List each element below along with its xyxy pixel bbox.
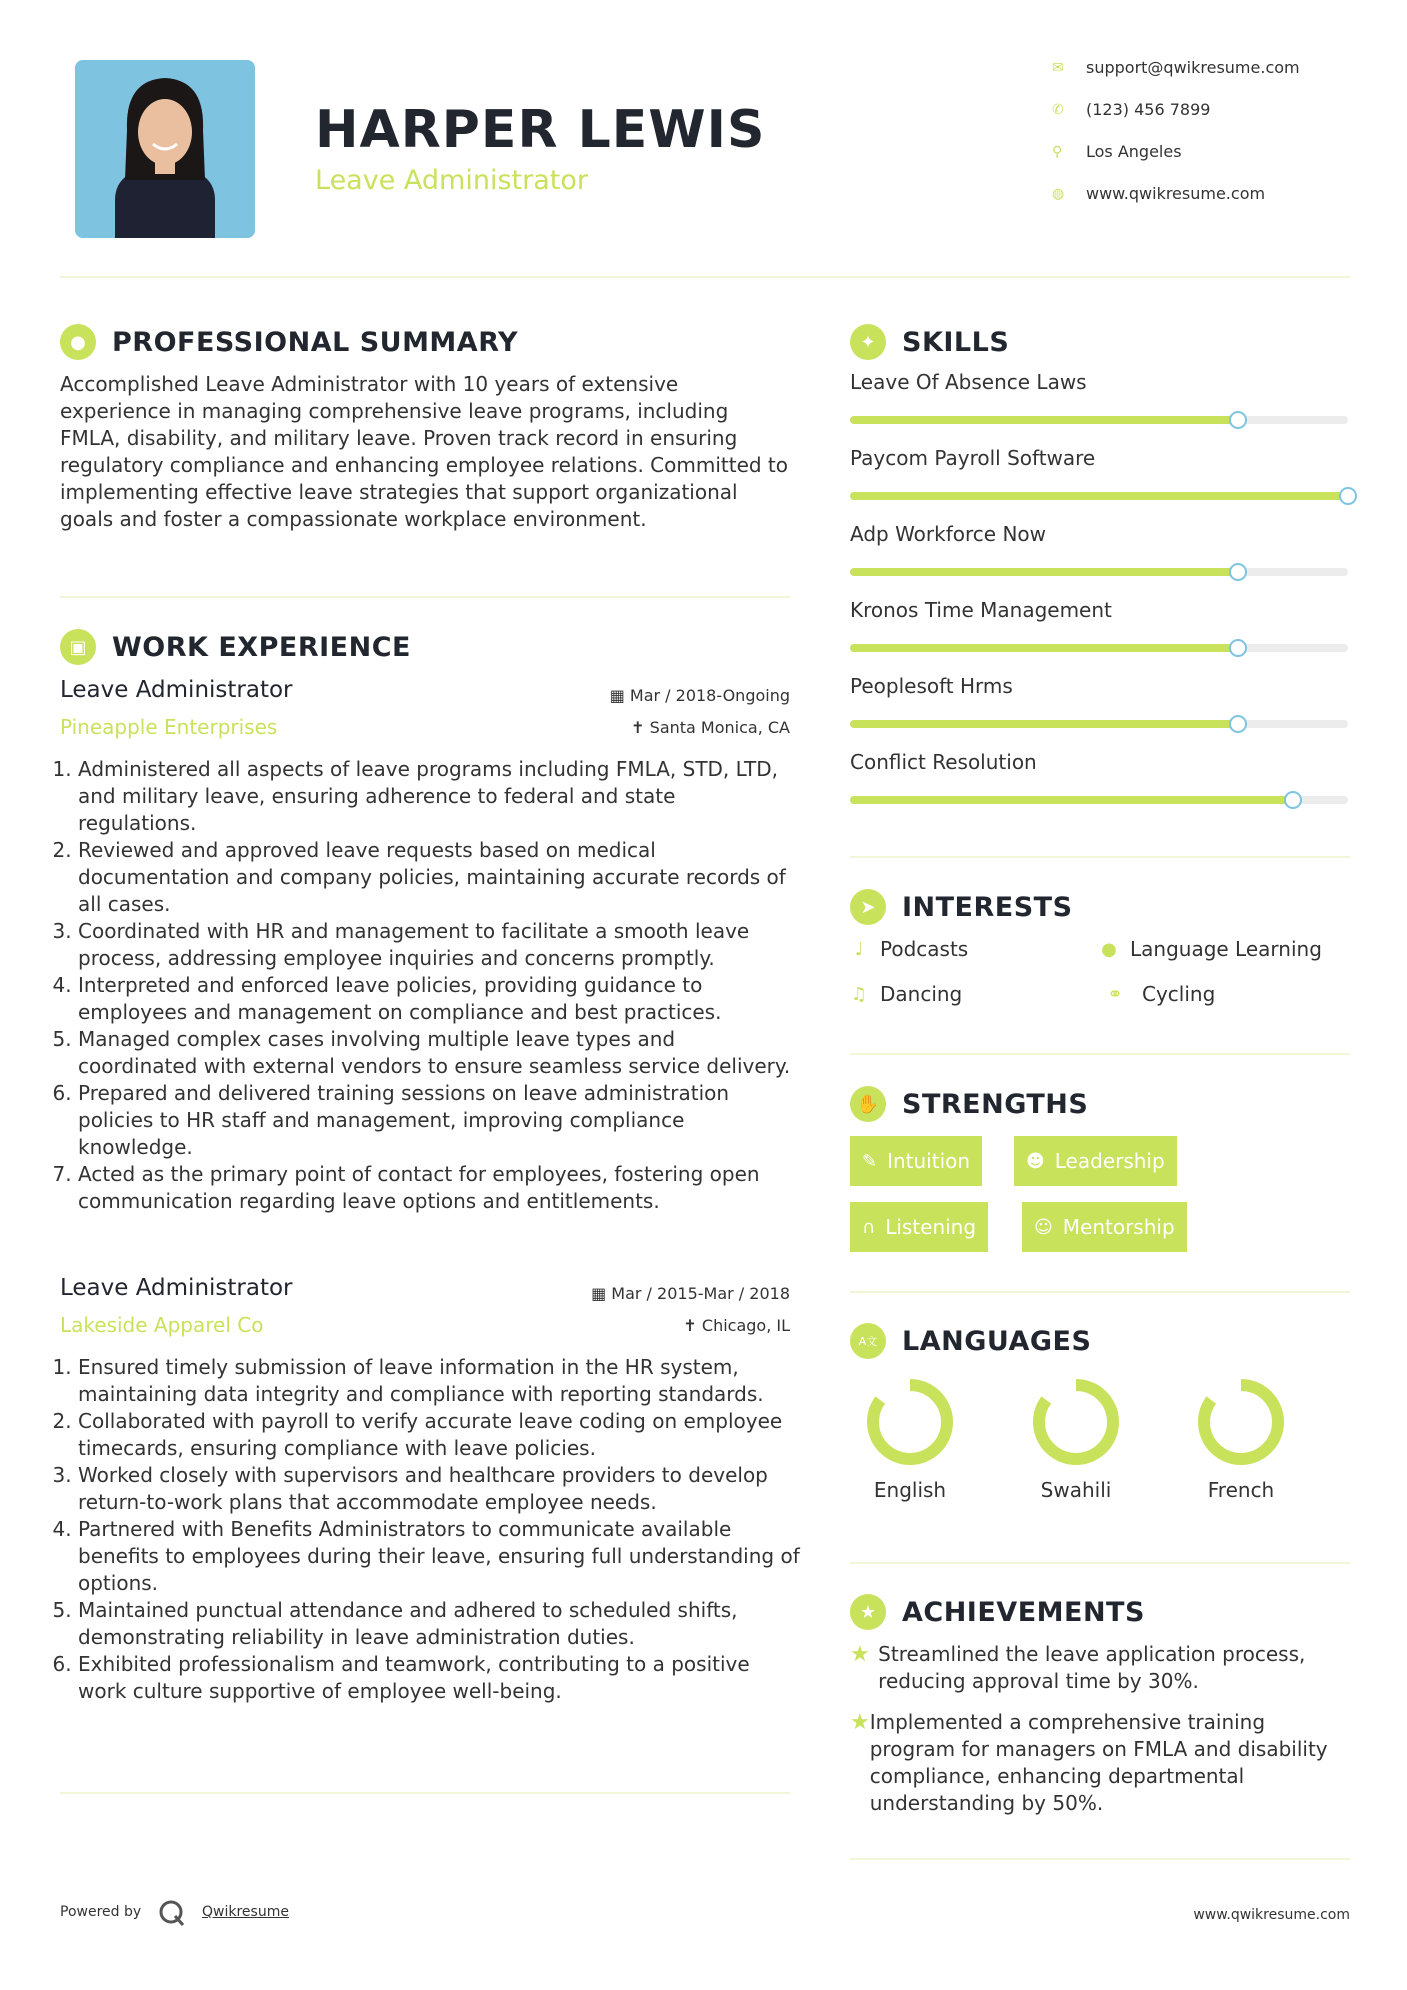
skill-bar: [850, 492, 1348, 500]
skill-bar-knob: [1229, 411, 1247, 429]
interest-label: Dancing: [880, 982, 963, 1006]
summary-text: Accomplished Leave Administrator with 10 years of extensive experience in managing comprehensive leave programs, including FMLA, disability, and military leave. Proven track record in ensuring regulatory compliance and enhancing employee relations. Committed to implementing effective leave strategies that support organizational goals and foster a compassionate workplace environment.: [60, 372, 788, 531]
contact-phone[interactable]: [1052, 100, 1382, 119]
user-icon: ●: [60, 324, 96, 360]
experience-divider: [60, 1792, 790, 1794]
job-location: [540, 1316, 790, 1335]
list-item: 7. Acted as the primary point of contact for employees, fostering open communication regarding leave options and entitlements.: [78, 1161, 800, 1215]
interest-label: Podcasts: [880, 937, 969, 961]
job-bullets: [60, 756, 800, 1215]
interest-item: [850, 982, 962, 1006]
job-dates: [540, 1284, 790, 1303]
achievement-text: Streamlined the leave application process, reducing approval time by 30%.: [878, 1642, 1306, 1693]
achievements-title: ACHIEVEMENTS: [902, 1596, 1145, 1628]
skills-divider: [850, 856, 1350, 858]
strength-badge: [1014, 1136, 1177, 1186]
language-ring-arc: [873, 1385, 947, 1459]
achievements-heading: [850, 1594, 1145, 1630]
strengths-title: STRENGTHS: [902, 1088, 1089, 1120]
headphones-icon: ∩: [862, 1216, 876, 1238]
lightbulb-icon: ✦: [850, 324, 886, 360]
skills-title: SKILLS: [902, 326, 1010, 358]
contact-website[interactable]: [1052, 184, 1382, 203]
list-item: 3. Coordinated with HR and management to facilitate a smooth leave process, addressing employee inquiries and concerns promptly.: [78, 918, 800, 972]
contact-phone-text: (123) 456 7899: [1086, 100, 1211, 119]
job-dates: [540, 686, 790, 705]
skill-bar-fill: [850, 416, 1238, 424]
skill-item: [850, 370, 1350, 446]
bicycle-icon: ⚭: [1107, 983, 1123, 1005]
skill-item: [850, 750, 1350, 826]
skill-bar: [850, 416, 1348, 424]
languages-divider: [850, 1562, 1350, 1564]
language-item: [1006, 1372, 1146, 1502]
users-icon: ☻: [1026, 1150, 1045, 1172]
list-item: 5. Maintained punctual attendance and adhered to scheduled shifts, demonstrating reliability in leave administration duties.: [78, 1597, 800, 1651]
contact-location: [1052, 142, 1382, 161]
job-title: Leave Administrator: [60, 677, 293, 703]
job-location-text: Chicago, IL: [701, 1316, 790, 1335]
pin-icon: ✝: [683, 1316, 702, 1335]
contact-location-text: Los Angeles: [1086, 142, 1182, 161]
language-name: French: [1207, 1478, 1275, 1502]
skill-name: Conflict Resolution: [850, 750, 1037, 774]
skill-name: Peoplesoft Hrms: [850, 674, 1013, 698]
achievements-divider: [850, 1858, 1350, 1860]
microphone-icon: ♩: [854, 938, 864, 960]
list-item: 2. Collaborated with payroll to verify accurate leave coding on employee timecards, ensuring compliance with leave policies.: [78, 1408, 800, 1462]
star-icon: ★: [850, 1710, 870, 1735]
skill-name: Kronos Time Management: [850, 598, 1112, 622]
interests-heading: [850, 889, 1073, 925]
skill-bar: [850, 720, 1348, 728]
skill-bar-knob: [1229, 639, 1247, 657]
skill-name: Paycom Payroll Software: [850, 446, 1096, 470]
language-icon: A文: [850, 1323, 886, 1359]
candidate-title: Leave Administrator: [315, 165, 588, 196]
skill-bar-fill: [850, 568, 1238, 576]
language-ring-arc: [1204, 1385, 1278, 1459]
interest-label: Cycling: [1142, 982, 1216, 1006]
skill-item: [850, 446, 1350, 522]
strength-label: Intuition: [887, 1149, 971, 1173]
skills-list: [850, 370, 1350, 826]
qwikresume-logo-icon: [157, 1898, 187, 1928]
skill-bar: [850, 796, 1348, 804]
job-dates-text: Mar / 2015-Mar / 2018: [611, 1284, 790, 1303]
job-location-text: Santa Monica, CA: [649, 718, 790, 737]
interests-title: INTERESTS: [902, 891, 1073, 923]
strength-label: Listening: [885, 1215, 977, 1239]
paper-plane-icon: ➤: [850, 889, 886, 925]
strength-label: Leadership: [1054, 1149, 1165, 1173]
hand-icon: ✋: [850, 1086, 886, 1122]
skill-bar-knob: [1284, 791, 1302, 809]
achievement-text: Implemented a comprehensive training program for managers on FMLA and disability compliance, enhancing departmental understanding by 50%.: [869, 1710, 1328, 1815]
job-company: Lakeside Apparel Co: [60, 1313, 264, 1337]
contact-email[interactable]: [1052, 58, 1382, 77]
skill-bar-fill: [850, 492, 1348, 500]
globe-icon: ●: [1101, 938, 1117, 960]
user-plus-icon: ☺: [1034, 1216, 1053, 1238]
strength-label: Mentorship: [1062, 1215, 1175, 1239]
summary-title: PROFESSIONAL SUMMARY: [112, 326, 519, 358]
strength-badge: [850, 1202, 988, 1252]
job-location: [540, 718, 790, 737]
star-icon: ★: [850, 1594, 886, 1630]
calendar-icon: ▦: [591, 1284, 612, 1303]
job-company: Pineapple Enterprises: [60, 715, 278, 739]
envelope-icon: ✉: [1052, 59, 1064, 76]
strength-badge: [1022, 1202, 1187, 1252]
skill-bar-fill: [850, 720, 1238, 728]
skill-bar: [850, 644, 1348, 652]
star-icon: ★: [850, 1642, 870, 1667]
language-item: [840, 1372, 980, 1502]
header-divider: [60, 276, 1350, 278]
candidate-name: HARPER LEWIS: [315, 100, 766, 160]
interests-divider: [850, 1053, 1350, 1055]
experience-heading: [60, 629, 411, 665]
languages-list: [840, 1372, 1360, 1522]
language-name: English: [873, 1478, 947, 1502]
skill-bar-knob: [1229, 715, 1247, 733]
calendar-icon: ▦: [609, 686, 630, 705]
skill-item: [850, 674, 1350, 750]
footer-powered-by: Powered by: [60, 1904, 142, 1920]
list-item: 2. Reviewed and approved leave requests based on medical documentation and company policies, maintaining accurate records of all cases.: [78, 837, 800, 918]
summary-divider: [60, 596, 790, 598]
music-icon: ♫: [850, 983, 868, 1005]
skill-name: Adp Workforce Now: [850, 522, 1046, 546]
phone-icon: ✆: [1052, 101, 1064, 118]
language-ring: [1171, 1372, 1311, 1472]
achievement-item: [850, 1709, 1350, 1817]
briefcase-icon: ▣: [60, 629, 96, 665]
list-item: 3. Worked closely with supervisors and healthcare providers to develop return-to-work plans that accommodate employee needs.: [78, 1462, 800, 1516]
footer-url[interactable]: www.qwikresume.com: [1193, 1907, 1350, 1923]
language-ring-arc: [1039, 1385, 1113, 1459]
languages-heading: [850, 1323, 1091, 1359]
summary-heading: [60, 324, 518, 360]
list-item: 5. Managed complex cases involving multiple leave types and coordinated with external vendors to ensure seamless service delivery.: [78, 1026, 800, 1080]
skill-bar-fill: [850, 796, 1293, 804]
skill-bar: [850, 568, 1348, 576]
interest-item: [1100, 937, 1322, 961]
strengths-heading: [850, 1086, 1088, 1122]
profile-photo-illustration: [75, 60, 255, 238]
wand-icon: ✎: [862, 1150, 878, 1172]
language-ring: [1006, 1372, 1146, 1472]
pin-icon: ✝: [631, 718, 650, 737]
globe-icon: ◍: [1052, 185, 1065, 202]
skill-name: Leave Of Absence Laws: [850, 370, 1087, 394]
skill-bar-fill: [850, 644, 1238, 652]
languages-title: LANGUAGES: [902, 1325, 1092, 1357]
strength-badge: [850, 1136, 982, 1186]
language-ring: [840, 1372, 980, 1472]
job-dates-text: Mar / 2018-Ongoing: [629, 686, 790, 705]
list-item: 1. Administered all aspects of leave programs including FMLA, STD, LTD, and military leave, ensuring adherence to federal and state regulations.: [78, 756, 800, 837]
skill-item: [850, 598, 1350, 674]
interest-label: Language Learning: [1130, 937, 1322, 961]
list-item: 6. Exhibited professionalism and teamwork, contributing to a positive work culture supportive of employee well-being.: [78, 1651, 800, 1705]
job-title: Leave Administrator: [60, 1275, 293, 1301]
language-item: [1171, 1372, 1311, 1502]
language-name: Swahili: [1040, 1478, 1112, 1502]
skill-bar-knob: [1229, 563, 1247, 581]
experience-title: WORK EXPERIENCE: [112, 631, 411, 663]
skills-heading: [850, 324, 1009, 360]
list-item: 6. Prepared and delivered training sessions on leave administration policies to HR staff and management, improving compliance knowledge.: [78, 1080, 800, 1161]
profile-photo: [75, 60, 255, 238]
skill-item: [850, 522, 1350, 598]
list-item: 4. Interpreted and enforced leave policies, providing guidance to employees and management on compliance and best practices.: [78, 972, 800, 1026]
strengths-divider: [850, 1291, 1350, 1293]
list-item: 4. Partnered with Benefits Administrators to communicate available benefits to employees during their leave, ensuring full understanding of options.: [78, 1516, 800, 1597]
list-item: 1. Ensured timely submission of leave information in the HR system, maintaining data integrity and compliance with reporting standards.: [78, 1354, 800, 1408]
achievement-item: [850, 1641, 1350, 1695]
footer-brand-link[interactable]: Qwikresume: [202, 1904, 289, 1920]
contact-website-text: www.qwikresume.com: [1086, 184, 1266, 203]
interest-item: [850, 937, 968, 961]
skill-bar-knob: [1339, 487, 1357, 505]
contact-email-text: support@qwikresume.com: [1086, 58, 1300, 77]
job-bullets: [60, 1354, 800, 1705]
location-icon: ⚲: [1052, 143, 1063, 160]
interest-item: [1100, 982, 1215, 1006]
